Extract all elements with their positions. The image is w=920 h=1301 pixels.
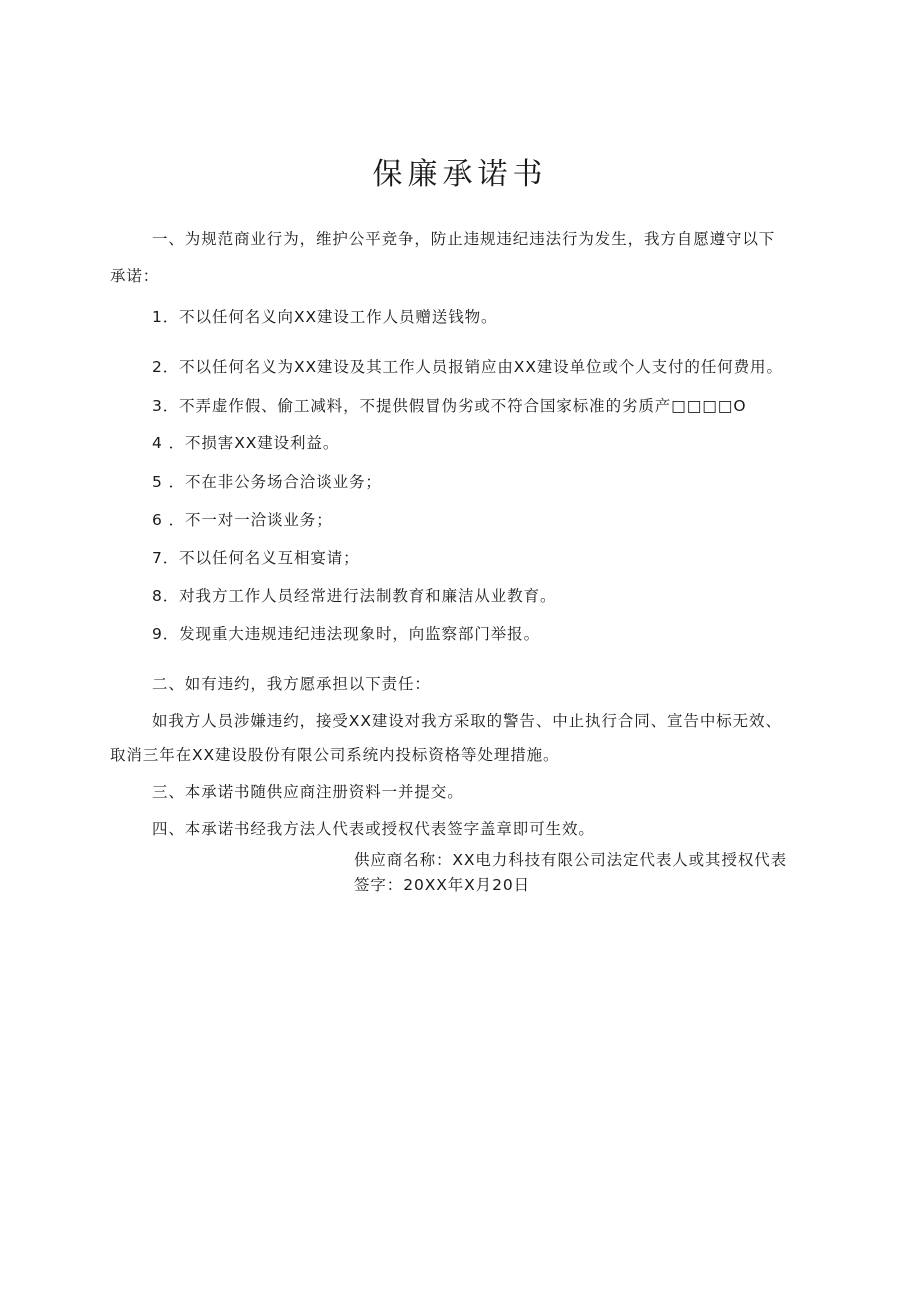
commitment-item-9: 9．发现重大违规违纪违法现象时，向监察部门举报。: [152, 625, 540, 643]
commitment-item-2: 2．不以任何名义为XX建设及其工作人员报销应由XX建设单位或个人支付的任何费用。: [152, 358, 783, 376]
effectiveness-clause: 四、本承诺书经我方法人代表或授权代表签字盖章即可生效。: [152, 820, 595, 838]
commitment-item-5: 5 ．不在非公务场合洽谈业务；: [152, 473, 382, 491]
intro-line-1: 一、为规范商业行为，维护公平竞争，防止违规违纪违法行为发生，我方自愿遵守以下: [152, 230, 776, 248]
commitment-item-1: 1．不以任何名义向XX建设工作人员赠送钱物。: [152, 308, 498, 326]
commitment-item-6: 6 ．不一对一洽谈业务；: [152, 511, 333, 529]
document-title: 保廉承诺书: [372, 157, 548, 192]
commitment-item-8: 8．对我方工作人员经常进行法制教育和廉洁从业教育。: [152, 587, 557, 605]
commitment-item-4: 4 ．不损害XX建设利益。: [152, 434, 340, 452]
commitment-item-3: 3．不弄虚作假、偷工减料，不提供假冒伪劣或不符合国家标准的劣质产□□□□O: [152, 397, 747, 415]
signature-date-line: 签字：20XX年X月20日: [354, 876, 531, 894]
submission-clause: 三、本承诺书随供应商注册资料一并提交。: [152, 783, 464, 801]
liability-heading: 二、如有违约，我方愿承担以下责任：: [152, 675, 431, 693]
liability-line-1: 如我方人员涉嫌违约，接受XX建设对我方采取的警告、中止执行合同、宣告中标无效、: [152, 712, 782, 730]
intro-line-2: 承诺：: [110, 267, 160, 285]
commitment-item-7: 7．不以任何名义互相宴请；: [152, 549, 360, 567]
liability-line-2: 取消三年在XX建设股份有限公司系统内投标资格等处理措施。: [110, 746, 560, 764]
supplier-signature-line: 供应商名称：XX电力科技有限公司法定代表人或其授权代表: [354, 851, 788, 869]
